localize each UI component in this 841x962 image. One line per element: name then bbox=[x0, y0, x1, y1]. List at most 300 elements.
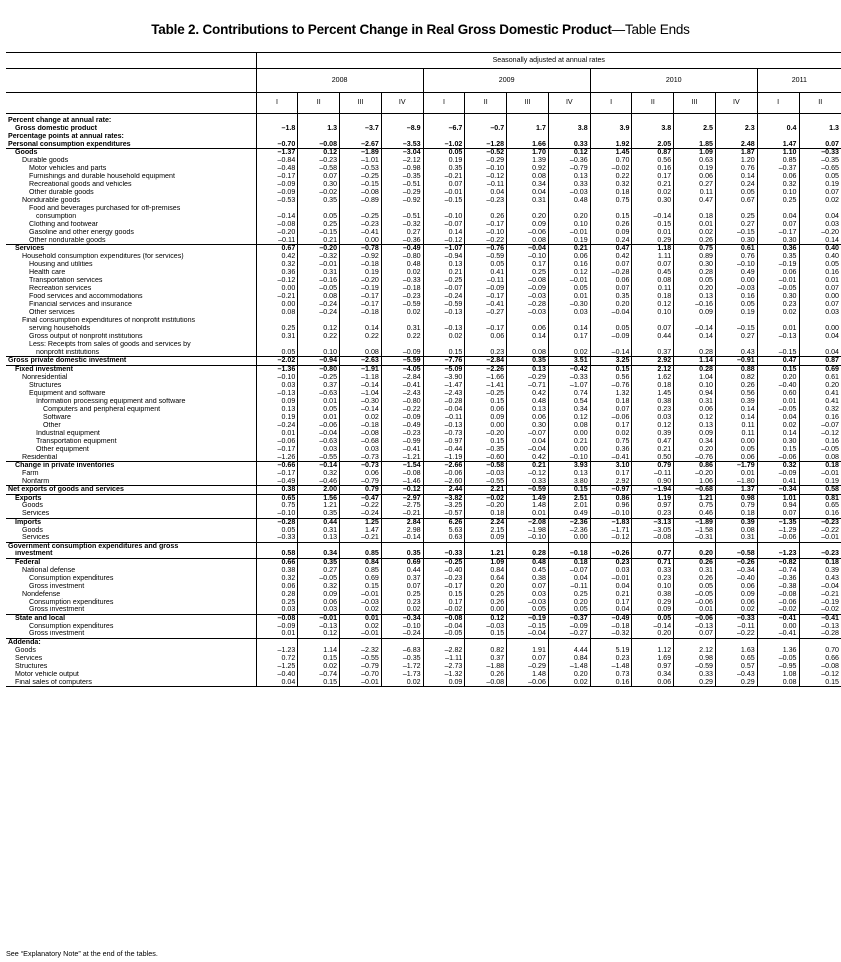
value-cell: 0.02 bbox=[590, 430, 632, 438]
value-cell: 3.8 bbox=[548, 125, 590, 133]
value-cell: –3.90 bbox=[423, 373, 465, 381]
value-cell: 0.06 bbox=[340, 470, 382, 478]
value-cell: –0.98 bbox=[381, 165, 423, 173]
row-label: Structures bbox=[15, 662, 48, 670]
table-row bbox=[6, 558, 841, 566]
value-cell: 0.25 bbox=[381, 590, 423, 598]
value-cell: –0.05 bbox=[757, 285, 799, 293]
value-cell: –3.25 bbox=[423, 502, 465, 510]
value-cell: –0.14 bbox=[632, 213, 674, 221]
table-row bbox=[6, 430, 841, 438]
value-cell: 0.09 bbox=[256, 398, 298, 406]
value-cell: –0.09 bbox=[507, 285, 549, 293]
value-cell: –0.38 bbox=[757, 582, 799, 590]
row-label: Industrial equipment bbox=[36, 429, 100, 437]
value-cell: 0.13 bbox=[256, 406, 298, 414]
value-cell: –0.01 bbox=[340, 590, 382, 598]
value-cell: 0.12 bbox=[548, 414, 590, 422]
value-cell: 0.71 bbox=[632, 558, 674, 566]
value-cell: 0.06 bbox=[757, 173, 799, 181]
value-cell: 0.14 bbox=[548, 325, 590, 333]
value-cell: 1.63 bbox=[715, 646, 757, 654]
value-cell: 1.09 bbox=[674, 149, 716, 157]
value-cell: 0.36 bbox=[757, 245, 799, 253]
value-cell: –0.41 bbox=[381, 381, 423, 389]
value-cell: 0.00 bbox=[715, 438, 757, 446]
value-cell: 0.06 bbox=[465, 406, 507, 414]
value-cell: –0.92 bbox=[381, 197, 423, 205]
value-cell: –0.10 bbox=[381, 622, 423, 630]
value-cell bbox=[340, 341, 382, 349]
value-cell: 0.01 bbox=[298, 398, 340, 406]
value-cell: 0.06 bbox=[548, 253, 590, 261]
value-cell: –2.36 bbox=[548, 518, 590, 526]
value-cell: 0.35 bbox=[298, 197, 340, 205]
value-cell: 1.06 bbox=[674, 478, 716, 486]
value-cell: 0.70 bbox=[799, 646, 841, 654]
value-cell: 0.04 bbox=[507, 189, 549, 197]
value-cell bbox=[381, 341, 423, 349]
value-cell bbox=[590, 133, 632, 141]
value-cell: –0.7 bbox=[465, 125, 507, 133]
value-cell: 0.21 bbox=[423, 269, 465, 277]
value-cell: 2.48 bbox=[715, 141, 757, 149]
value-cell: 0.04 bbox=[256, 679, 298, 687]
value-cell: –0.17 bbox=[256, 446, 298, 454]
value-cell: –0.08 bbox=[465, 679, 507, 687]
value-cell: 0.10 bbox=[674, 381, 716, 389]
value-cell: –0.13 bbox=[423, 422, 465, 430]
value-cell: –0.05 bbox=[423, 630, 465, 638]
value-cell: 1.21 bbox=[465, 550, 507, 558]
value-cell: 0.08 bbox=[507, 237, 549, 245]
value-cell: 2.00 bbox=[298, 486, 340, 495]
value-cell: –0.08 bbox=[507, 277, 549, 285]
value-cell: 0.65 bbox=[715, 655, 757, 663]
value-cell: 0.15 bbox=[298, 655, 340, 663]
value-cell: 0.01 bbox=[507, 510, 549, 518]
table-row bbox=[6, 663, 841, 671]
value-cell bbox=[423, 638, 465, 646]
value-cell: –0.29 bbox=[465, 157, 507, 165]
table-row bbox=[6, 253, 841, 261]
value-cell bbox=[715, 133, 757, 141]
value-cell: 0.12 bbox=[465, 614, 507, 622]
value-cell: –0.10 bbox=[465, 165, 507, 173]
value-cell: –0.79 bbox=[340, 663, 382, 671]
value-cell: –0.12 bbox=[381, 486, 423, 495]
value-cell: 0.29 bbox=[632, 237, 674, 245]
value-cell: 0.75 bbox=[590, 438, 632, 446]
value-cell: –0.09 bbox=[590, 333, 632, 341]
value-cell: 0.47 bbox=[632, 438, 674, 446]
value-cell bbox=[507, 638, 549, 646]
value-cell bbox=[340, 114, 382, 125]
value-cell: –0.03 bbox=[715, 285, 757, 293]
value-cell: 0.25 bbox=[256, 325, 298, 333]
value-cell: 0.03 bbox=[590, 566, 632, 574]
value-cell: 0.06 bbox=[256, 582, 298, 590]
value-cell bbox=[757, 133, 799, 141]
value-cell: 0.15 bbox=[590, 365, 632, 373]
value-cell: 0.15 bbox=[465, 630, 507, 638]
value-cell: –2.75 bbox=[381, 502, 423, 510]
value-cell: –0.08 bbox=[340, 430, 382, 438]
value-cell: 2.92 bbox=[590, 478, 632, 486]
value-cell: 0.22 bbox=[590, 173, 632, 181]
value-cell: 0.03 bbox=[298, 446, 340, 454]
value-cell: –0.01 bbox=[799, 470, 841, 478]
header-blank bbox=[6, 93, 256, 114]
value-cell: 0.04 bbox=[590, 606, 632, 614]
value-cell: 0.25 bbox=[298, 221, 340, 229]
value-cell: 0.01 bbox=[298, 414, 340, 422]
value-cell: 1.12 bbox=[632, 646, 674, 654]
value-cell: –0.41 bbox=[340, 229, 382, 237]
value-cell: –0.10 bbox=[715, 261, 757, 269]
value-cell: 0.06 bbox=[715, 598, 757, 606]
table-row bbox=[6, 550, 841, 558]
value-cell: 0.07 bbox=[799, 189, 841, 197]
row-label: Percentage points at annual rates: bbox=[8, 132, 124, 140]
table-row bbox=[6, 574, 841, 582]
value-cell bbox=[423, 114, 465, 125]
value-cell: 0.30 bbox=[298, 181, 340, 189]
value-cell: 0.47 bbox=[757, 357, 799, 366]
value-cell: –0.18 bbox=[340, 261, 382, 269]
row-label: Consumption expenditures bbox=[29, 574, 114, 582]
value-cell: –0.20 bbox=[256, 229, 298, 237]
value-cell: 0.48 bbox=[507, 558, 549, 566]
value-cell: 0.49 bbox=[548, 510, 590, 518]
value-cell: 0.30 bbox=[507, 422, 549, 430]
value-cell: 0.43 bbox=[799, 574, 841, 582]
value-cell: 1.20 bbox=[715, 157, 757, 165]
value-cell: –0.05 bbox=[298, 285, 340, 293]
value-cell: 0.14 bbox=[674, 333, 716, 341]
value-cell bbox=[715, 341, 757, 349]
value-cell: 0.89 bbox=[674, 253, 716, 261]
value-cell: –0.05 bbox=[298, 574, 340, 582]
value-cell: 5.19 bbox=[590, 646, 632, 654]
value-cell: 0.29 bbox=[632, 598, 674, 606]
value-cell: –1.37 bbox=[256, 149, 298, 157]
value-cell: 0.67 bbox=[715, 197, 757, 205]
value-cell bbox=[715, 542, 757, 550]
table-row bbox=[6, 293, 841, 301]
value-cell: 0.03 bbox=[799, 309, 841, 317]
row-label: Housing and utilities bbox=[29, 260, 93, 269]
value-cell bbox=[548, 542, 590, 550]
value-cell: –0.15 bbox=[507, 622, 549, 630]
value-cell: 3.8 bbox=[632, 125, 674, 133]
value-cell: 0.10 bbox=[757, 189, 799, 197]
value-cell: 0.16 bbox=[799, 269, 841, 277]
table-row bbox=[6, 646, 841, 654]
value-cell: 0.21 bbox=[590, 590, 632, 598]
value-cell: –0.19 bbox=[507, 614, 549, 622]
quarter-header: II bbox=[465, 93, 507, 114]
value-cell: 0.08 bbox=[507, 173, 549, 181]
value-cell: –0.06 bbox=[256, 438, 298, 446]
value-cell: –0.01 bbox=[298, 614, 340, 622]
row-label: Gasoline and other energy goods bbox=[29, 228, 134, 236]
value-cell bbox=[507, 114, 549, 125]
value-cell bbox=[548, 133, 590, 141]
value-cell: 0.04 bbox=[757, 414, 799, 422]
row-label: Transportation equipment bbox=[36, 437, 117, 445]
value-cell: 0.40 bbox=[799, 245, 841, 253]
value-cell: 0.13 bbox=[507, 365, 549, 373]
value-cell: –0.03 bbox=[340, 598, 382, 606]
value-cell: 0.38 bbox=[256, 566, 298, 574]
value-cell: –0.76 bbox=[465, 245, 507, 253]
value-cell: –1.88 bbox=[465, 663, 507, 671]
value-cell: –0.17 bbox=[465, 325, 507, 333]
value-cell: –1.25 bbox=[256, 663, 298, 671]
row-label: nonprofit institutions bbox=[36, 348, 100, 356]
value-cell: 1.92 bbox=[590, 141, 632, 149]
value-cell: –0.13 bbox=[757, 333, 799, 341]
value-cell: 1.32 bbox=[590, 390, 632, 398]
value-cell bbox=[632, 133, 674, 141]
value-cell: 0.72 bbox=[256, 655, 298, 663]
value-cell: –0.11 bbox=[465, 277, 507, 285]
value-cell: –0.40 bbox=[256, 671, 298, 679]
row-label: Gross investment bbox=[29, 606, 85, 614]
value-cell: –0.35 bbox=[799, 157, 841, 165]
row-label: Goods bbox=[6, 149, 256, 157]
row-label: Goods bbox=[22, 526, 43, 534]
value-cell: 0.50 bbox=[632, 454, 674, 462]
value-cell: 0.15 bbox=[340, 582, 382, 590]
value-cell: 0.45 bbox=[507, 566, 549, 574]
value-cell: –1.04 bbox=[340, 390, 382, 398]
value-cell: 0.05 bbox=[674, 582, 716, 590]
table-row bbox=[6, 462, 841, 470]
value-cell: –6.7 bbox=[423, 125, 465, 133]
value-cell: 0.4 bbox=[757, 125, 799, 133]
value-cell: –0.20 bbox=[799, 229, 841, 237]
value-cell: –0.04 bbox=[507, 446, 549, 454]
value-cell: –0.55 bbox=[298, 454, 340, 462]
row-label: Less: Receipts from sales of goods and services by bbox=[29, 340, 191, 349]
value-cell: 0.84 bbox=[548, 655, 590, 663]
value-cell: 1.56 bbox=[298, 494, 340, 502]
row-label: Durable goods bbox=[22, 156, 69, 164]
value-cell: –0.05 bbox=[757, 406, 799, 414]
value-cell bbox=[674, 638, 716, 646]
year-header: 2009 bbox=[423, 69, 590, 93]
value-cell: 0.04 bbox=[757, 213, 799, 221]
value-cell: 0.88 bbox=[715, 365, 757, 373]
value-cell: 0.94 bbox=[757, 502, 799, 510]
value-cell: 0.56 bbox=[632, 157, 674, 165]
value-cell: –0.10 bbox=[256, 510, 298, 518]
value-cell: –0.05 bbox=[757, 655, 799, 663]
value-cell: –2.43 bbox=[381, 390, 423, 398]
value-cell bbox=[632, 317, 674, 325]
value-cell: 0.15 bbox=[590, 213, 632, 221]
row-label: Consumption expenditures bbox=[29, 622, 114, 630]
value-cell: 0.77 bbox=[632, 550, 674, 558]
value-cell: –0.16 bbox=[298, 277, 340, 285]
table-row bbox=[6, 438, 841, 446]
value-cell: 0.39 bbox=[632, 430, 674, 438]
value-cell: 0.85 bbox=[340, 566, 382, 574]
table-row bbox=[6, 422, 841, 430]
value-cell: –0.60 bbox=[465, 454, 507, 462]
value-cell: –1.48 bbox=[590, 663, 632, 671]
value-cell: –1.23 bbox=[256, 646, 298, 654]
value-cell: 0.85 bbox=[757, 157, 799, 165]
value-cell: 0.03 bbox=[632, 414, 674, 422]
value-cell: 0.87 bbox=[799, 357, 841, 366]
value-cell: 0.13 bbox=[548, 470, 590, 478]
value-cell: 0.11 bbox=[715, 430, 757, 438]
value-cell: 0.15 bbox=[465, 438, 507, 446]
value-cell: –0.22 bbox=[340, 502, 382, 510]
title-ends: —Table Ends bbox=[611, 22, 690, 37]
value-cell: 0.33 bbox=[548, 181, 590, 189]
value-cell bbox=[590, 114, 632, 125]
value-cell: 0.18 bbox=[465, 510, 507, 518]
value-cell: 0.20 bbox=[465, 582, 507, 590]
table-row bbox=[6, 125, 841, 133]
table-row bbox=[6, 534, 841, 542]
value-cell bbox=[548, 317, 590, 325]
value-cell: –1.41 bbox=[465, 381, 507, 389]
value-cell: –0.09 bbox=[256, 622, 298, 630]
value-cell: 1.7 bbox=[507, 125, 549, 133]
value-cell bbox=[298, 133, 340, 141]
value-cell: 0.22 bbox=[381, 333, 423, 341]
value-cell: –0.41 bbox=[381, 446, 423, 454]
value-cell: 0.21 bbox=[632, 446, 674, 454]
value-cell: 0.25 bbox=[757, 197, 799, 205]
value-cell: 2.01 bbox=[548, 502, 590, 510]
value-cell: 0.41 bbox=[757, 478, 799, 486]
table-row bbox=[6, 181, 841, 189]
page-title bbox=[0, 22, 841, 37]
value-cell: –0.20 bbox=[465, 502, 507, 510]
value-cell: 0.26 bbox=[674, 574, 716, 582]
value-cell: 2.12 bbox=[674, 646, 716, 654]
value-cell: –5.09 bbox=[423, 365, 465, 373]
value-cell: 0.60 bbox=[757, 390, 799, 398]
value-cell: –0.19 bbox=[340, 285, 382, 293]
value-cell: 0.20 bbox=[548, 598, 590, 606]
value-cell: –0.63 bbox=[298, 390, 340, 398]
value-cell: 0.01 bbox=[256, 630, 298, 638]
value-cell: 0.13 bbox=[674, 422, 716, 430]
row-label: Nonresidential bbox=[22, 373, 68, 381]
row-label: Recreation services bbox=[29, 284, 92, 293]
value-cell: –0.06 bbox=[674, 614, 716, 622]
value-cell: 1.48 bbox=[507, 502, 549, 510]
value-cell: 0.32 bbox=[256, 574, 298, 582]
value-cell: –0.78 bbox=[340, 245, 382, 253]
value-cell: 0.01 bbox=[674, 221, 716, 229]
value-cell: 1.3 bbox=[799, 125, 841, 133]
value-cell: 0.42 bbox=[507, 454, 549, 462]
value-cell bbox=[465, 114, 507, 125]
value-cell: –0.15 bbox=[298, 229, 340, 237]
table-row bbox=[6, 325, 841, 333]
value-cell bbox=[632, 114, 674, 125]
value-cell: –0.17 bbox=[465, 293, 507, 301]
value-cell: 1.66 bbox=[507, 141, 549, 149]
value-cell: 0.03 bbox=[298, 606, 340, 614]
row-label: Motor vehicles and parts bbox=[29, 164, 107, 172]
value-cell: 0.25 bbox=[715, 213, 757, 221]
value-cell: 0.63 bbox=[674, 157, 716, 165]
value-cell: 0.87 bbox=[632, 149, 674, 157]
value-cell: 0.09 bbox=[674, 309, 716, 317]
value-cell: 0.27 bbox=[715, 221, 757, 229]
value-cell: –0.28 bbox=[423, 398, 465, 406]
value-cell: 0.35 bbox=[507, 357, 549, 366]
value-cell: 0.19 bbox=[715, 309, 757, 317]
value-cell: 0.67 bbox=[256, 245, 298, 253]
value-cell: 0.38 bbox=[632, 590, 674, 598]
value-cell: –0.53 bbox=[256, 197, 298, 205]
value-cell: –0.04 bbox=[298, 430, 340, 438]
value-cell: 0.12 bbox=[548, 269, 590, 277]
value-cell: 0.61 bbox=[799, 373, 841, 381]
value-cell: 0.56 bbox=[590, 373, 632, 381]
value-cell: 0.07 bbox=[799, 301, 841, 309]
row-label: Gross output of nonprofit institutions bbox=[29, 332, 143, 341]
table-row bbox=[6, 189, 841, 197]
value-cell: –0.08 bbox=[423, 614, 465, 622]
value-cell: 0.20 bbox=[507, 213, 549, 221]
contributions-table bbox=[6, 52, 841, 687]
row-label: Federal bbox=[6, 558, 256, 566]
value-cell: –0.29 bbox=[507, 663, 549, 671]
value-cell: –0.41 bbox=[757, 630, 799, 638]
value-cell: –0.24 bbox=[298, 309, 340, 317]
table-row bbox=[6, 237, 841, 245]
value-cell: –0.04 bbox=[799, 582, 841, 590]
value-cell: –0.20 bbox=[465, 430, 507, 438]
row-label: Net exports of goods and services bbox=[6, 486, 256, 495]
value-cell: 6.26 bbox=[423, 518, 465, 526]
value-cell: –0.12 bbox=[423, 237, 465, 245]
value-cell: –0.82 bbox=[757, 558, 799, 566]
value-cell: 1.62 bbox=[632, 373, 674, 381]
value-cell: 2.84 bbox=[381, 518, 423, 526]
table-row bbox=[6, 341, 841, 349]
value-cell: 0.27 bbox=[381, 229, 423, 237]
value-cell: –1.54 bbox=[381, 462, 423, 470]
table-row bbox=[6, 229, 841, 237]
value-cell: 0.09 bbox=[674, 430, 716, 438]
value-cell: –0.46 bbox=[298, 478, 340, 486]
value-cell: 4.44 bbox=[548, 646, 590, 654]
value-cell: 1.91 bbox=[507, 646, 549, 654]
value-cell: 0.23 bbox=[757, 301, 799, 309]
value-cell: 0.00 bbox=[256, 301, 298, 309]
value-cell: 1.47 bbox=[757, 141, 799, 149]
table-row bbox=[6, 671, 841, 679]
value-cell: –0.35 bbox=[465, 446, 507, 454]
table-row bbox=[6, 357, 841, 366]
table-row bbox=[6, 494, 841, 502]
value-cell: 0.15 bbox=[799, 679, 841, 687]
year-header-row bbox=[6, 69, 841, 93]
value-cell: 0.39 bbox=[799, 566, 841, 574]
